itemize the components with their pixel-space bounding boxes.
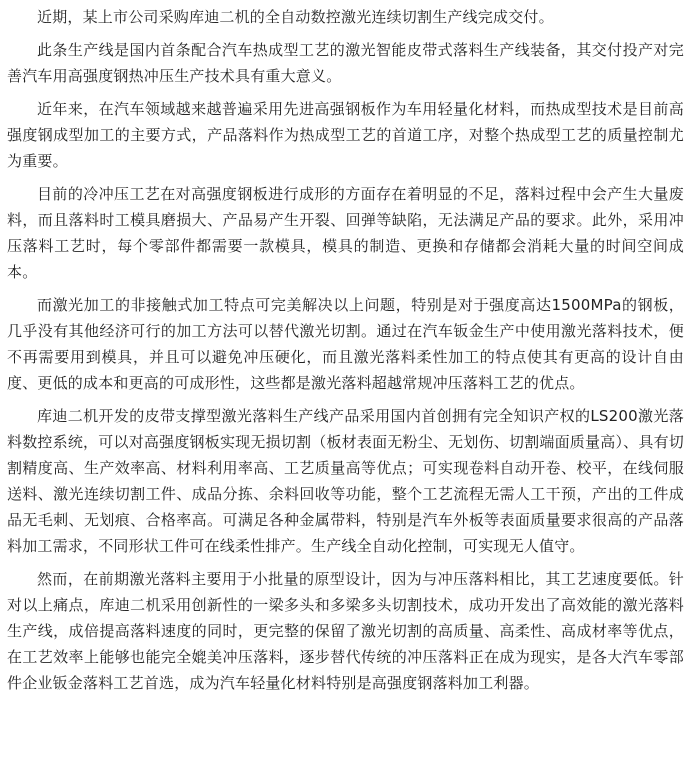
paragraph-laser-advantages: 而激光加工的非接触式加工特点可完美解决以上问题，特别是对于强度高达1500MPa的钢板，几乎没有其他经济可行的加工方法可以替代激光切割。通过在汽车钣金生产中使用激光落料技术，便不再需要用到模具，并且可以避免冲压硬化，而且激光落料柔性加工的特点使其有更高的设计自由度、更低的成本和更高的可成形性，这些都是激光落料超越常规冲压落料工艺的优点。 <box>7 296 684 392</box>
paragraph-hot-forming: 近年来，在汽车领域越来越普遍采用先进高强钢板作为车用轻量化材料，而热成型技术是目前高强度钢成型加工的主要方式，产品落料作为热成型工艺的首道工序，对整个热成型工艺的质量控制尤为重要。 <box>7 100 684 170</box>
paragraph-ls200-system: 库迪二机开发的皮带支撑型激光落料生产线产品采用国内首创拥有完全知识产权的LS200激光落料数控系统，可以对高强度钢板实现无损切割（板材表面无粉尘、无划伤、切割端面质量高）、具有切割精度高、生产效率高、材料利用率高、工艺质量高等优点；可实现卷料自动开卷、校平，在线伺服送料、激光连续切割工件、成品分拣、余料回收等功能，整个工艺流程无需人工干预，产出的工件成品无毛刺、无划痕、合格率高。可满足各种金属带料，特别是汽车外板等表面质量要求很高的产品落料加工需求，不同形状工件可在线柔性排产。生产线全自动化控制，可实现无人值守。 <box>7 407 684 555</box>
paragraph-cold-stamping-drawbacks: 目前的冷冲压工艺在对高强度钢板进行成形的方面存在着明显的不足，落料过程中会产生大量废料，而且落料时工模具磨损大、产品易产生开裂、回弹等缺陷，无法满足产品的要求。此外，采用冲压落料工艺时，每个零部件都需要一款模具，模具的制造、更换和存储都会消耗大量的时间空间成本。 <box>7 185 684 281</box>
paragraph-delivery: 近期，某上市公司采购库迪二机的全自动数控激光连续切割生产线完成交付。 <box>37 8 554 26</box>
paragraph-significance: 此条生产线是国内首条配合汽车热成型工艺的激光智能皮带式落料生产线装备，其交付投产对完善汽车用高强度钢热冲压生产技术具有重大意义。 <box>7 41 684 85</box>
paragraph-multi-head-cutting: 然而，在前期激光落料主要用于小批量的原型设计，因为与冲压落料相比，其工艺速度要低。针对以上痛点，库迪二机采用创新性的一梁多头和多梁多头切割技术，成功开发出了高效能的激光落料生产线，成倍提高落料速度的同时，更完整的保留了激光切割的高质量、高柔性、高成材率等优点，在工艺效率上能够也能完全媲美冲压落料，逐步替代传统的冲压落料正在成为现实，是各大汽车零部件企业钣金落料工艺首选，成为汽车轻量化材料特别是高强度钢落料加工利器。 <box>7 570 684 692</box>
